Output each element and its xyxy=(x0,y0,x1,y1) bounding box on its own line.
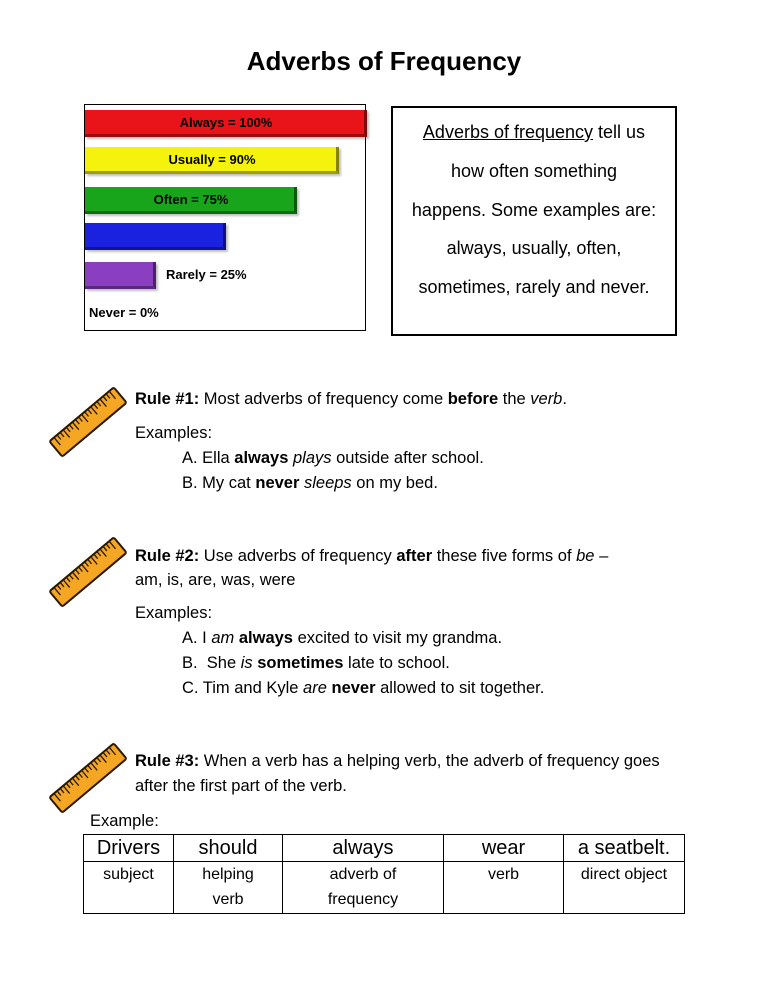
definition-line-4: always, usually, often, xyxy=(446,238,622,258)
chart-bar-label: Sometimes = 50% xyxy=(100,228,211,243)
definition-box xyxy=(391,106,677,336)
rule-2-examples-label: Examples: xyxy=(135,604,213,622)
table-cell-role: helping verb xyxy=(174,862,283,914)
rule-2-example-a: A. I am always excited to visit my grandma. xyxy=(182,629,503,647)
page-title: Adverbs of Frequency xyxy=(246,46,522,76)
table-cell-word: a seatbelt. xyxy=(564,835,685,862)
rule-1-examples-label: Examples: xyxy=(135,424,213,442)
definition-line-1: Adverbs of frequency tell us xyxy=(422,122,646,142)
frequency-bar-chart xyxy=(84,104,366,331)
rule-2-text: Rule #2: Use adverbs of frequency after these five forms of be – xyxy=(135,547,609,565)
sentence-parts-table xyxy=(83,834,685,914)
rule-2-example-b: B. She is sometimes late to school. xyxy=(182,654,450,672)
rule-2-text-line-2: am, is, are, was, were xyxy=(135,571,296,589)
table-row xyxy=(84,862,685,914)
rule-1-example-b: B. My cat never sleeps on my bed. xyxy=(182,474,438,492)
rule-3-text: Rule #3: When a verb has a helping verb, the adverb of frequency goes xyxy=(135,752,660,770)
table-cell-word: should xyxy=(174,835,283,862)
chart-bar-label: Always = 100% xyxy=(179,115,273,130)
table-cell-role: verb xyxy=(444,862,564,914)
definition-term: Adverbs of frequency xyxy=(422,122,594,142)
table-cell-role: subject xyxy=(84,862,174,914)
table-row xyxy=(84,835,685,862)
table-cell-role: direct object xyxy=(564,862,685,914)
table-cell-word: always xyxy=(283,835,444,862)
ruler-icon xyxy=(46,736,130,820)
chart-bar-label: Usually = 90% xyxy=(168,152,256,167)
rule-1-example-a: A. Ella always plays outside after school. xyxy=(182,449,484,467)
table-cell-role: adverb of frequency xyxy=(283,862,444,914)
rule-1-text: Rule #1: Most adverbs of frequency come before the verb. xyxy=(135,390,567,408)
ruler-icon xyxy=(46,530,130,614)
chart-bar-label: Never = 0% xyxy=(89,305,159,320)
table-cell-word: Drivers xyxy=(84,835,174,862)
chart-bar-label: Often = 75% xyxy=(153,192,229,207)
rule-3-example-label: Example: xyxy=(90,812,159,830)
rule-2-example-c: C. Tim and Kyle are never allowed to sit together. xyxy=(182,679,545,697)
definition-line-2: how often something xyxy=(450,161,618,181)
definition-line-3: happens. Some examples are: xyxy=(411,200,657,220)
chart-bar xyxy=(85,262,156,289)
ruler-icon xyxy=(46,380,130,464)
rule-3-text-line-2: after the first part of the verb. xyxy=(135,777,347,795)
table-cell-word: wear xyxy=(444,835,564,862)
chart-bar-label: Rarely = 25% xyxy=(166,267,247,282)
definition-line-5: sometimes, rarely and never. xyxy=(418,277,650,297)
